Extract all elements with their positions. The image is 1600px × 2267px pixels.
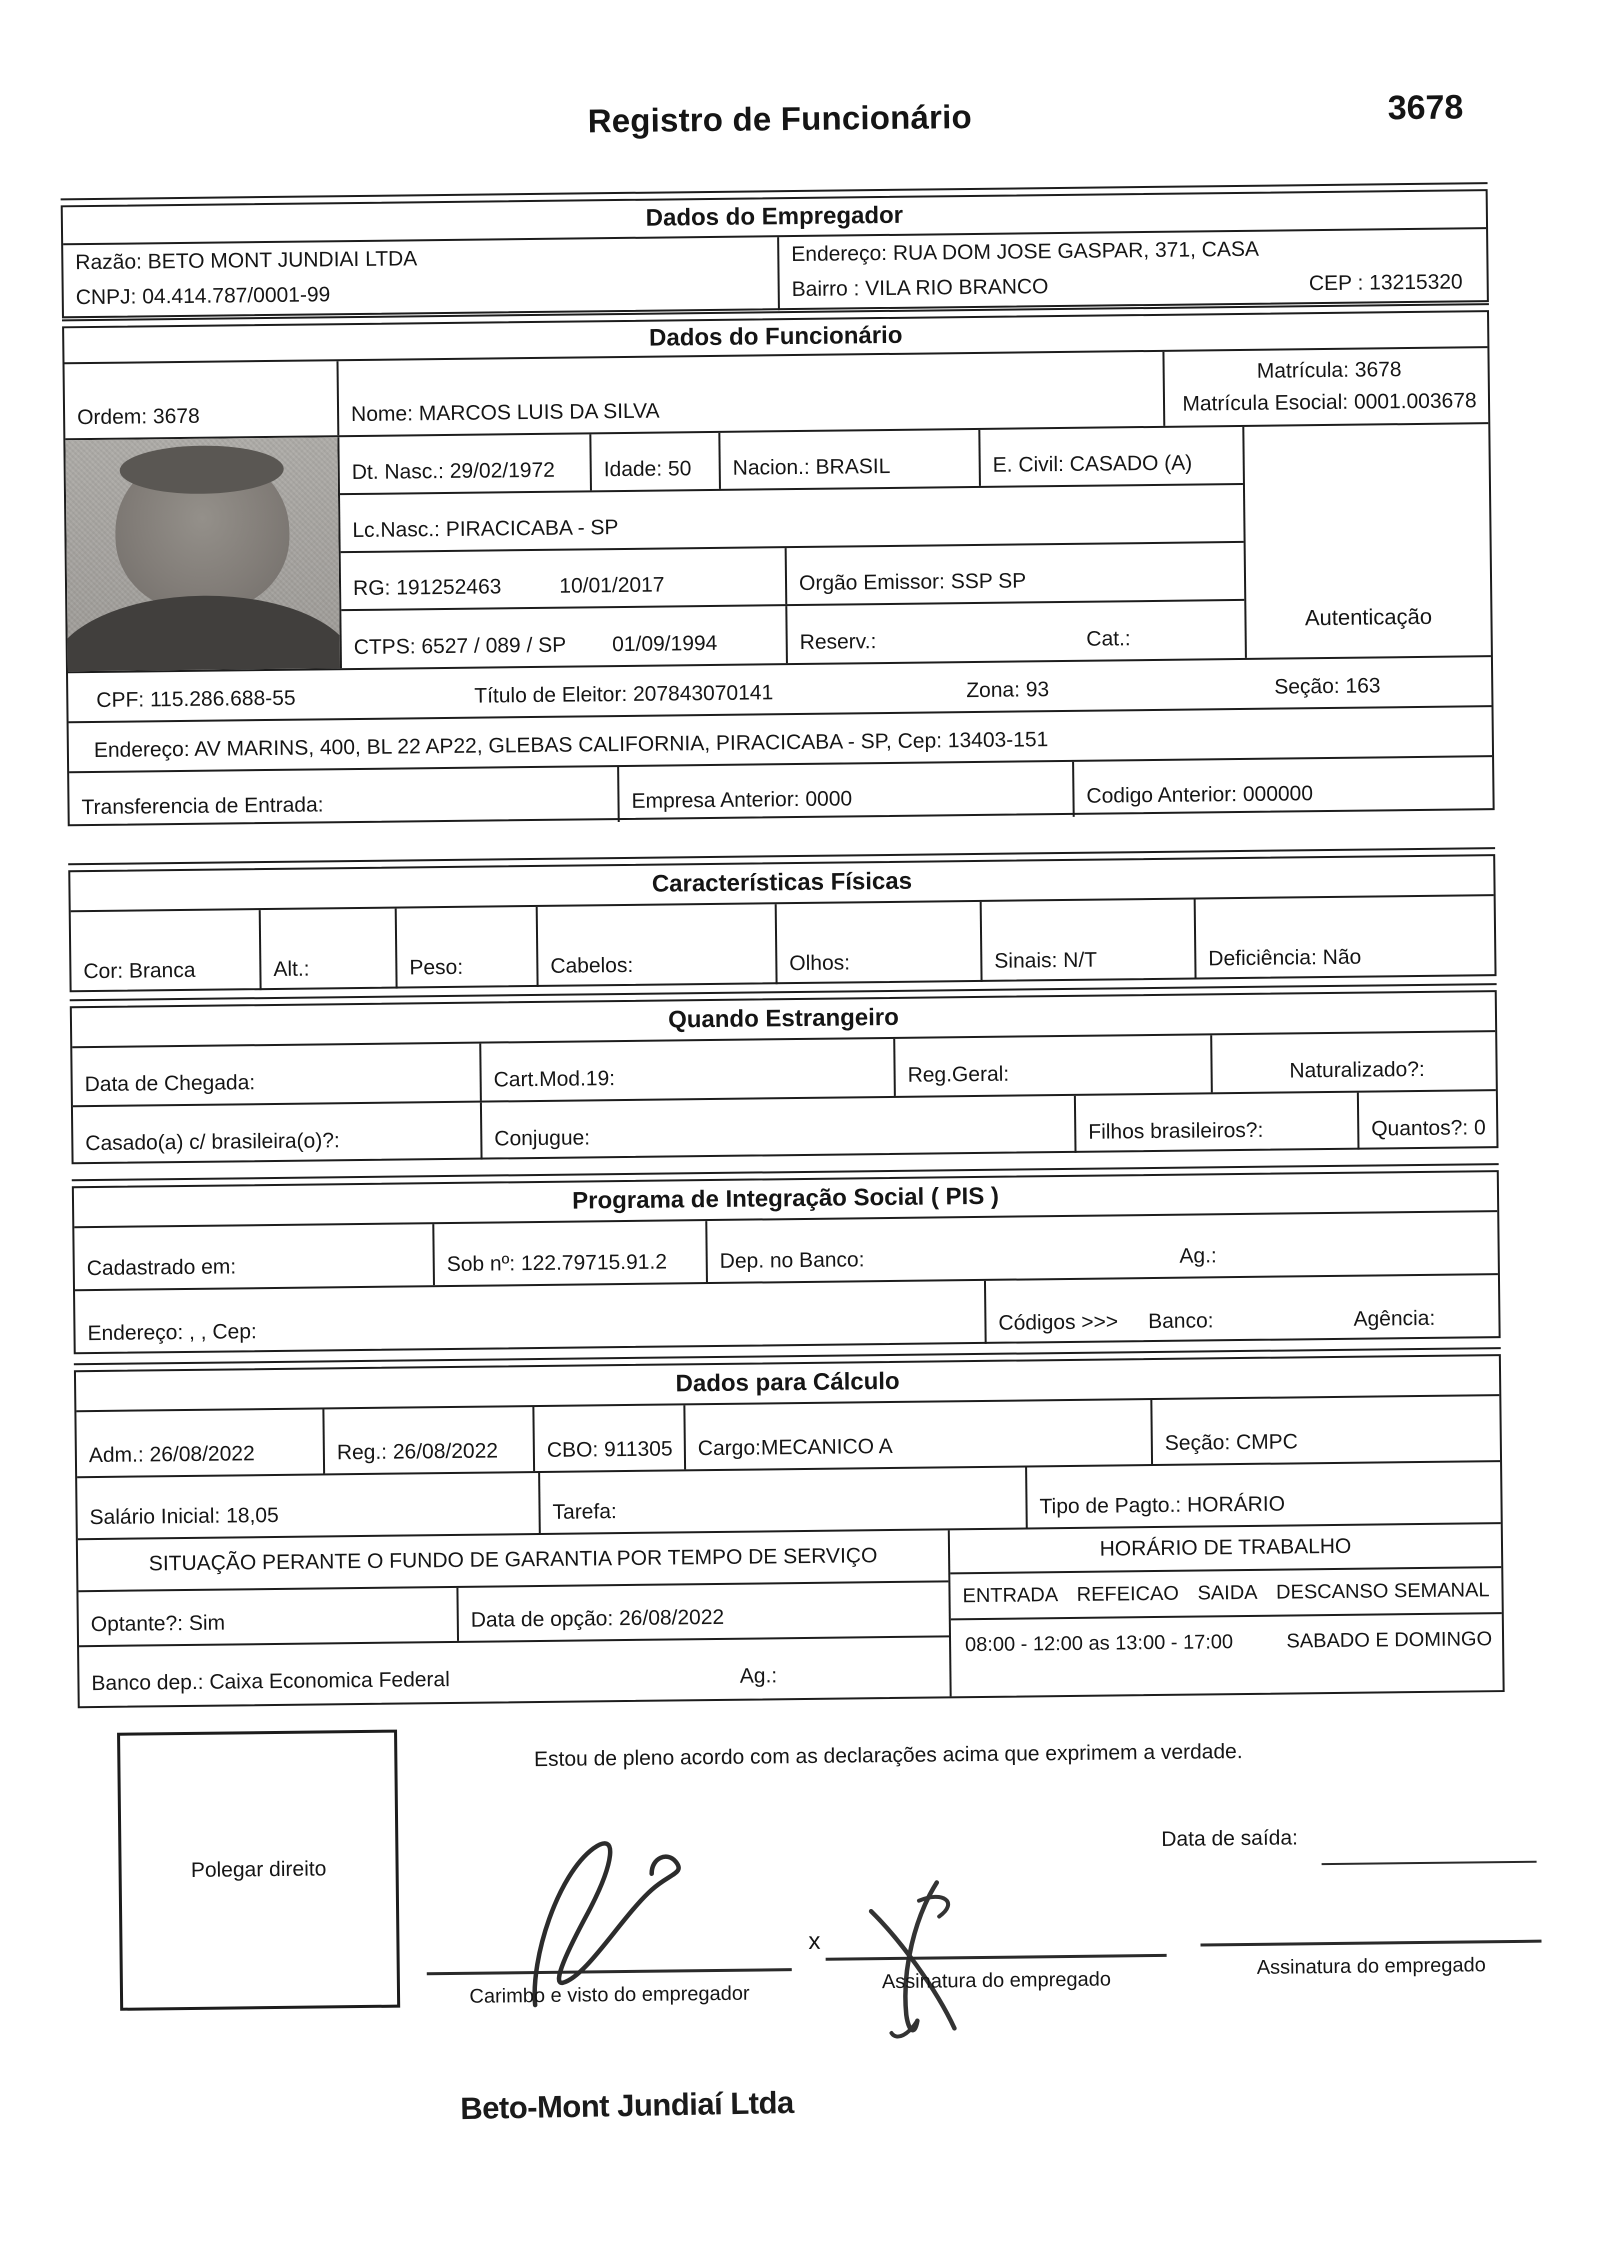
company-stamp-text: Beto-Mont Jundiaí Ltda [460,2084,794,2127]
photo-shoulders-shape [65,594,340,671]
cell-secao-trabalho [1152,1396,1500,1464]
filhos-brasileiros: Filhos brasileiros?: [1088,1118,1264,1144]
matricula: Matrícula: 3678 [1256,358,1402,383]
cell-titulo-eleitor [462,663,955,717]
cell-data-chegada [72,1044,482,1106]
fgts-title-text: SITUAÇÃO PERANTE O FUNDO DE GARANTIA POR TEMPO DE SERVIÇO [148,1544,878,1576]
pis-agencia-label: Ag.: [1179,1244,1217,1268]
col-descanso: DESCANSO SEMANAL [1275,1578,1490,1604]
pis-endereco: Endereço: , , Cep: [87,1320,257,1346]
descanso-valor: SABADO E DOMINGO [1286,1628,1493,1653]
cell-reg-geral [895,1035,1213,1096]
cell-secao-eleitoral [1262,657,1492,708]
data-saida-label: Data de saída: [1161,1826,1299,1851]
personal-data-rows [339,427,1245,668]
section-caracteristicas-fisicas [68,854,1496,992]
cell-filhos-brasileiros [1076,1093,1360,1153]
data-registro: Reg.: 26/08/2022 [336,1439,499,1465]
categoria: Cat.: [1086,627,1131,651]
olhos: Olhos: [789,951,851,976]
cell-peso [397,907,539,989]
cell-data-opcao [458,1582,949,1641]
data-chegada: Data de Chegada: [84,1071,256,1097]
page-title: Registro de Funcionário [587,97,973,140]
declaration-text: Estou de pleno acordo com as declarações acima que exprimem a verdade. [533,1740,1243,1772]
pis-numero: Sob nº: 122.79715.91.2 [446,1250,668,1277]
cell-cpf [68,669,463,721]
section-quando-estrangeiro [70,990,1499,1164]
cell-rg [341,548,788,609]
x-mark: x [808,1927,821,1955]
cell-casado-brasileira [73,1103,483,1165]
matricula-esocial: Matrícula Esocial: 0001.003678 [1182,389,1477,416]
cell-sob-numero [434,1221,708,1285]
cell-tarefa [540,1467,1028,1533]
ctps: CTPS: 6527 / 089 / SP [353,633,567,660]
cep: CEP : 13215320 [1308,270,1463,296]
fgts-optante-row [78,1582,949,1647]
idade: Idade: 50 [603,457,692,482]
cnpj: CNPJ: 04.414.787/0001-99 [75,283,331,310]
cell-ordem [65,361,340,438]
quantos-filhos: Quantos?: 0 [1371,1116,1486,1141]
cor: Cor: Branca [83,958,196,984]
cell-ctps [341,606,788,668]
altura: Alt.: [273,957,310,981]
deficiencia: Deficiência: Não [1208,945,1362,971]
section-title-estrangeiro: Quando Estrangeiro [72,992,1495,1048]
section-dados-empregador [61,189,1489,318]
cell-pis-endereco [75,1281,987,1354]
cargo: Cargo:MECANICO A [697,1434,893,1461]
codigos-label: Códigos >>> [998,1310,1119,1335]
horario-title [950,1524,1501,1572]
secao-trabalho: Seção: CMPC [1164,1430,1298,1455]
cell-endereco-empregador [779,229,1487,310]
section-dados-calculo [74,1354,1505,1708]
rg: RG: 191252463 [352,575,502,601]
assinatura-empregado-label-1: Assinatura do empregado [881,1968,1112,1994]
col-entrada: ENTRADA [962,1583,1059,1607]
fgts-agencia-label: Ag.: [739,1664,778,1688]
horario-values-row [951,1612,1503,1696]
endereco-funcionario: Endereço: AV MARINS, 400, BL 22 AP22, GLEBAS CALIFORNIA, PIRACICABA - SP, Cep: 13403-151 [93,728,1049,762]
dt-nasc: Dt. Nasc.: 29/02/1972 [351,458,556,485]
cell-transferencia [69,767,620,828]
cell-matricula [1164,348,1488,426]
bairro: Bairro : VILA RIO BRANCO [791,275,1049,302]
cell-zona [954,660,1263,711]
reg-geral: Reg.Geral: [907,1062,1010,1087]
secao-eleitoral: Seção: 163 [1274,674,1381,699]
cell-razao-cnpj [63,237,780,318]
codigo-anterior: Codigo Anterior: 000000 [1086,782,1314,808]
banco-label: Banco: [1147,1309,1214,1334]
section-title-calculo: Dados para Cálculo [76,1356,1499,1412]
sinais: Sinais: N/T [994,948,1098,973]
cell-codigo-anterior [1074,757,1493,817]
horario-valor: 08:00 - 12:00 as 13:00 - 17:00 [964,1631,1234,1657]
employee-photo [65,437,340,671]
employee-signature-line-2 [1201,1940,1542,1947]
data-opcao: Data de opção: 26/08/2022 [470,1605,725,1632]
autenticacao-label: Autenticação [1304,603,1433,631]
nacionalidade: Nacion.: BRASIL [732,454,891,480]
cell-quantos [1359,1091,1497,1150]
peso: Peso: [409,955,464,980]
cell-cargo [685,1400,1153,1469]
rg-data: 10/01/2017 [559,573,665,598]
section-dados-funcionario [62,310,1495,826]
cell-cadastrado-em [74,1224,435,1289]
horario-trabalho-block [950,1524,1503,1696]
cell-conjugue [482,1096,1077,1160]
cell-estado-civil [980,427,1243,486]
local-nascimento: Lc.Nasc.: PIRACICABA - SP [352,516,619,543]
right-thumb-box [117,1730,400,2011]
cell-salario [77,1473,541,1538]
cell-cart-mod [481,1039,896,1101]
section-title-fisicas: Características Físicas [70,856,1493,912]
cell-optante [78,1588,459,1645]
cell-admissao [76,1409,325,1476]
titulo-eleitor: Título de Eleitor: 207843070141 [474,681,774,708]
razao-social: Razão: BETO MONT JUNDIAI LTDA [75,247,418,275]
cell-empresa-anterior [619,762,1075,822]
cabelos: Cabelos: [550,953,634,978]
cell-altura [261,909,398,991]
section-pis [72,1170,1501,1354]
transferencia-entrada: Transferencia de Entrada: [81,793,324,820]
cell-cabelos [538,904,778,987]
cell-deficiencia [1196,896,1495,979]
endereco-empregador: Endereço: RUA DOM JOSE GASPAR, 371, CASA [791,237,1260,267]
section-title-funcionario: Dados do Funcionário [64,312,1487,364]
data-saida-line [1322,1861,1537,1865]
horario-header-row [950,1566,1501,1618]
empresa-anterior: Empresa Anterior: 0000 [631,787,853,813]
polegar-direito-label: Polegar direito [190,1857,327,1882]
cell-autenticacao [1242,424,1491,658]
cell-registro [324,1407,535,1473]
cell-sinais [982,900,1197,982]
employee-signature-scribble [853,1876,990,2048]
carimbo-label: Carimbo e visto do empregador [469,1982,750,2008]
reservista: Reserv.: [799,630,877,654]
document-number: 3678 [1387,88,1464,128]
tipo-pagamento: Tipo de Pagto.: HORÁRIO [1039,1492,1286,1519]
conjugue: Conjugue: [494,1126,591,1151]
nome: Nome: MARCOS LUIS DA SILVA [350,399,660,427]
banco-depositario: Banco dep.: Caixa Economica Federal [91,1668,450,1696]
casado-com-brasileira: Casado(a) c/ brasileira(o)?: [85,1129,340,1156]
cell-idade [591,433,721,490]
cell-olhos [777,902,983,984]
cell-nome [338,352,1165,435]
cell-codigos-banco [986,1275,1499,1344]
horario-title-text: HORÁRIO DE TRABALHO [1099,1534,1352,1561]
cell-cor [71,910,262,992]
salario-inicial: Salário Inicial: 18,05 [89,1503,279,1530]
cell-tipo-pagto [1027,1462,1501,1527]
ordem: Ordem: 3678 [76,404,200,430]
agencia-label: Agência: [1353,1306,1436,1331]
zona-eleitoral: Zona: 93 [966,678,1050,703]
naturalizado: Naturalizado?: [1289,1057,1425,1083]
col-saida: SAIDA [1197,1581,1258,1605]
cadastrado-em: Cadastrado em: [86,1255,237,1281]
data-admissao: Adm.: 26/08/2022 [88,1442,255,1468]
orgao-emissor: Orgão Emissor: SSP SP [798,569,1027,595]
cell-dt-nasc [339,434,592,493]
cell-lc-nasc [340,485,1244,551]
cbo: CBO: 911305 [546,1437,673,1462]
fgts-block [78,1530,952,1706]
cell-photo [65,437,342,671]
section-title-pis: Programa de Integração Social ( PIS ) [74,1172,1497,1228]
cell-naturalizado [1212,1032,1496,1092]
assinatura-empregado-label-2: Assinatura do empregado [1256,1954,1486,1979]
optante: Optante?: Sim [90,1611,226,1637]
cell-reserv-cat [787,601,1245,663]
cell-orgao-emissor [787,543,1245,604]
ctps-data: 01/09/1994 [612,631,718,657]
dep-no-banco: Dep. no Banco: [719,1248,865,1273]
fgts-banco-row [79,1637,950,1706]
cart-mod-19: Cart.Mod.19: [493,1067,616,1092]
cpf: CPF: 115.286.688-55 [96,686,296,712]
tarefa: Tarefa: [552,1500,617,1524]
estado-civil: E. Civil: CASADO (A) [992,451,1193,477]
section-title-empregador: Dados do Empregador [63,191,1486,245]
col-refeicao: REFEICAO [1076,1582,1180,1606]
cell-cbo [534,1405,686,1471]
cell-nacion [720,430,981,489]
cell-dep-banco [707,1212,1498,1282]
